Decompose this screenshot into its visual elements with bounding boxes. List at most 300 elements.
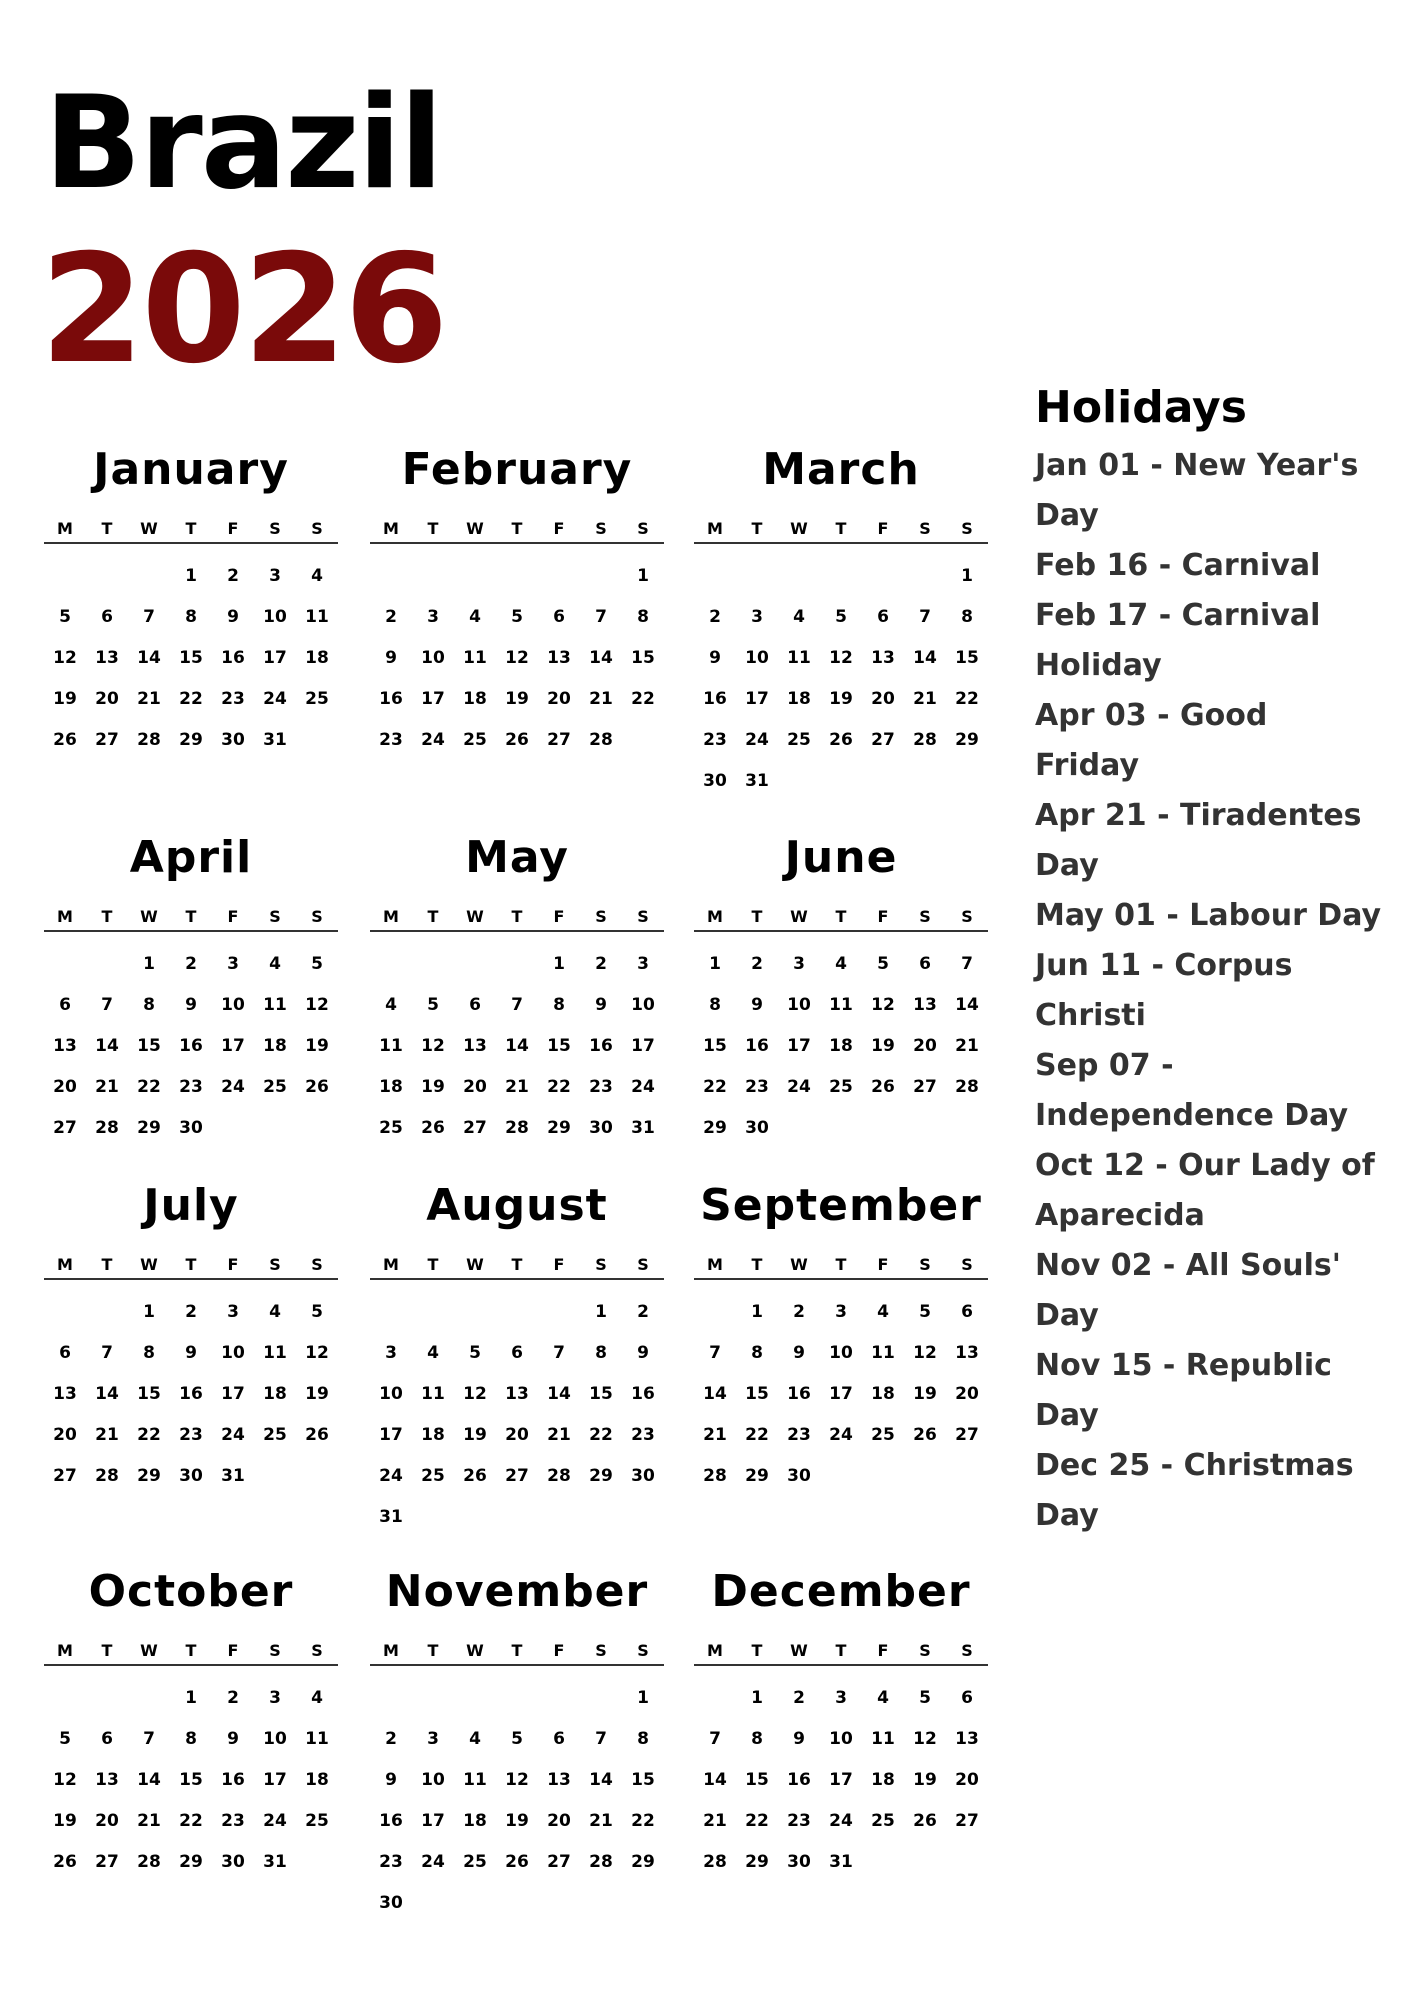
weekday-label: F (553, 1641, 565, 1660)
day-cell: 12 (305, 995, 329, 1015)
day-cell: 17 (829, 1770, 853, 1790)
holiday-item: Dec 25 - Christmas (1035, 1448, 1354, 1483)
day-cell: 17 (745, 689, 769, 709)
holiday-item: May 01 - Labour Day (1035, 898, 1382, 933)
day-cell: 3 (793, 954, 805, 974)
day-cell: 17 (221, 1036, 245, 1056)
day-cell: 25 (871, 1425, 895, 1445)
day-cell: 7 (709, 1343, 721, 1363)
weekday-label: S (269, 907, 281, 926)
weekday-label: M (707, 1641, 723, 1660)
day-cell: 19 (305, 1384, 329, 1404)
day-cell: 27 (871, 730, 895, 750)
day-cell: 7 (961, 954, 973, 974)
day-cell: 13 (547, 1770, 571, 1790)
day-cell: 6 (59, 995, 71, 1015)
day-cell: 26 (505, 1852, 529, 1872)
day-cell: 13 (871, 648, 895, 668)
day-cell: 26 (305, 1425, 329, 1445)
weekday-header (44, 906, 338, 932)
day-cell: 5 (511, 607, 523, 627)
day-cell: 4 (269, 954, 281, 974)
day-cell: 6 (101, 1729, 113, 1749)
day-cell: 6 (59, 1343, 71, 1363)
day-cell: 24 (263, 689, 287, 709)
day-cell: 31 (263, 1852, 287, 1872)
day-cell: 23 (631, 1425, 655, 1445)
day-cell: 5 (919, 1688, 931, 1708)
holiday-item: Day (1035, 498, 1099, 533)
day-cell: 15 (745, 1384, 769, 1404)
day-cell: 26 (53, 730, 77, 750)
weekday-label: T (511, 1255, 523, 1274)
day-cell: 26 (913, 1811, 937, 1831)
day-cell: 28 (913, 730, 937, 750)
day-cell: 14 (955, 995, 979, 1015)
day-cell: 29 (955, 730, 979, 750)
day-cell: 6 (553, 1729, 565, 1749)
weekday-label: W (140, 519, 158, 538)
day-cell: 11 (787, 648, 811, 668)
page-title-country: Brazil (44, 69, 442, 218)
day-cell: 18 (263, 1384, 287, 1404)
day-cell: 17 (631, 1036, 655, 1056)
weekday-label: T (101, 1641, 113, 1660)
day-cell: 26 (913, 1425, 937, 1445)
holiday-item: Day (1035, 1298, 1099, 1333)
weekday-label: S (595, 519, 607, 538)
day-cell: 27 (547, 1852, 571, 1872)
day-cell: 15 (137, 1036, 161, 1056)
holiday-item: Nov 15 - Republic (1035, 1348, 1332, 1383)
day-cell: 23 (179, 1425, 203, 1445)
day-cell: 24 (221, 1077, 245, 1097)
day-cell: 15 (179, 648, 203, 668)
day-cell: 24 (745, 730, 769, 750)
weekday-label: T (751, 519, 763, 538)
day-cell: 7 (143, 1729, 155, 1749)
day-cell: 17 (787, 1036, 811, 1056)
day-cell: 22 (745, 1811, 769, 1831)
weekday-label: S (961, 1255, 973, 1274)
day-cell: 20 (955, 1384, 979, 1404)
weekday-label: S (919, 907, 931, 926)
day-cell: 6 (511, 1343, 523, 1363)
holiday-item: Apr 03 - Good (1035, 698, 1268, 733)
day-cell: 25 (305, 689, 329, 709)
day-cell: 20 (463, 1077, 487, 1097)
day-cell: 2 (793, 1688, 805, 1708)
day-cell: 24 (379, 1466, 403, 1486)
weekday-label: F (553, 1255, 565, 1274)
day-cell: 16 (631, 1384, 655, 1404)
weekday-label: F (877, 1255, 889, 1274)
day-cell: 18 (305, 648, 329, 668)
day-cell: 29 (137, 1466, 161, 1486)
weekday-label: T (427, 1255, 439, 1274)
weekday-label: F (877, 907, 889, 926)
day-cell: 22 (703, 1077, 727, 1097)
day-cell: 16 (589, 1036, 613, 1056)
day-cell: 15 (745, 1770, 769, 1790)
day-cell: 8 (637, 1729, 649, 1749)
day-cell: 14 (703, 1770, 727, 1790)
day-cell: 9 (185, 1343, 197, 1363)
weekday-label: T (185, 1641, 197, 1660)
day-cell: 4 (793, 607, 805, 627)
day-cell: 7 (595, 607, 607, 627)
weekday-label: S (269, 1255, 281, 1274)
weekday-label: M (57, 907, 73, 926)
day-cell: 1 (637, 566, 649, 586)
day-cell: 19 (305, 1036, 329, 1056)
day-cell: 30 (179, 1118, 203, 1138)
weekday-label: W (466, 907, 484, 926)
weekday-label: W (140, 1255, 158, 1274)
weekday-header (44, 1640, 338, 1666)
day-cell: 20 (505, 1425, 529, 1445)
day-cell: 4 (427, 1343, 439, 1363)
day-cell: 28 (589, 1852, 613, 1872)
weekday-label: S (595, 1255, 607, 1274)
day-cell: 6 (961, 1302, 973, 1322)
day-cell: 20 (95, 689, 119, 709)
day-cell: 31 (263, 730, 287, 750)
day-cell: 23 (589, 1077, 613, 1097)
day-cell: 16 (179, 1384, 203, 1404)
day-cell: 15 (589, 1384, 613, 1404)
day-cell: 1 (637, 1688, 649, 1708)
weekday-label: T (511, 907, 523, 926)
day-cell: 18 (829, 1036, 853, 1056)
day-cell: 12 (505, 1770, 529, 1790)
day-cell: 11 (463, 1770, 487, 1790)
day-cell: 1 (751, 1688, 763, 1708)
day-cell: 17 (379, 1425, 403, 1445)
day-cell: 29 (745, 1852, 769, 1872)
day-cell: 3 (427, 1729, 439, 1749)
day-cell: 20 (871, 689, 895, 709)
day-cell: 19 (463, 1425, 487, 1445)
day-cell: 11 (305, 607, 329, 627)
day-cell: 8 (553, 995, 565, 1015)
day-cell: 12 (913, 1729, 937, 1749)
day-cell: 18 (379, 1077, 403, 1097)
day-cell: 16 (221, 648, 245, 668)
day-cell: 22 (179, 689, 203, 709)
day-cell: 11 (463, 648, 487, 668)
weekday-label: M (383, 1255, 399, 1274)
day-cell: 27 (53, 1466, 77, 1486)
day-cell: 23 (787, 1425, 811, 1445)
day-cell: 17 (829, 1384, 853, 1404)
day-cell: 18 (463, 689, 487, 709)
day-cell: 27 (95, 730, 119, 750)
weekday-label: T (427, 519, 439, 538)
day-cell: 6 (469, 995, 481, 1015)
weekday-label: M (383, 519, 399, 538)
weekday-label: T (511, 519, 523, 538)
day-cell: 14 (505, 1036, 529, 1056)
day-cell: 10 (421, 648, 445, 668)
day-cell: 1 (143, 954, 155, 974)
day-cell: 18 (871, 1770, 895, 1790)
day-cell: 3 (835, 1688, 847, 1708)
holiday-item: Friday (1035, 748, 1140, 783)
day-cell: 12 (871, 995, 895, 1015)
weekday-label: M (707, 519, 723, 538)
weekday-label: F (877, 519, 889, 538)
day-cell: 26 (305, 1077, 329, 1097)
day-cell: 5 (59, 1729, 71, 1749)
day-cell: 1 (709, 954, 721, 974)
weekday-label: T (185, 1255, 197, 1274)
day-cell: 10 (263, 607, 287, 627)
day-cell: 5 (311, 1302, 323, 1322)
day-cell: 11 (263, 1343, 287, 1363)
day-cell: 30 (379, 1893, 403, 1913)
day-cell: 13 (53, 1036, 77, 1056)
day-cell: 21 (95, 1425, 119, 1445)
day-cell: 11 (421, 1384, 445, 1404)
day-cell: 23 (221, 1811, 245, 1831)
day-cell: 19 (913, 1384, 937, 1404)
day-cell: 30 (703, 771, 727, 791)
day-cell: 24 (631, 1077, 655, 1097)
day-cell: 21 (703, 1425, 727, 1445)
weekday-label: T (835, 907, 847, 926)
month-name: July (143, 1180, 239, 1231)
weekday-label: T (101, 519, 113, 538)
day-cell: 17 (263, 648, 287, 668)
day-cell: 14 (137, 648, 161, 668)
day-cell: 8 (143, 995, 155, 1015)
month-name: October (88, 1566, 294, 1617)
day-cell: 14 (589, 648, 613, 668)
day-cell: 7 (595, 1729, 607, 1749)
day-cell: 25 (379, 1118, 403, 1138)
day-cell: 21 (137, 689, 161, 709)
day-cell: 18 (305, 1770, 329, 1790)
day-cell: 23 (179, 1077, 203, 1097)
month-name: November (385, 1566, 649, 1617)
day-cell: 15 (955, 648, 979, 668)
day-cell: 18 (787, 689, 811, 709)
day-cell: 4 (269, 1302, 281, 1322)
weekday-label: M (383, 907, 399, 926)
holiday-item: Jan 01 - New Year's (1035, 448, 1359, 483)
day-cell: 28 (95, 1466, 119, 1486)
day-cell: 2 (751, 954, 763, 974)
day-cell: 28 (95, 1118, 119, 1138)
day-cell: 8 (709, 995, 721, 1015)
day-cell: 15 (631, 1770, 655, 1790)
day-cell: 5 (511, 1729, 523, 1749)
weekday-header (694, 1640, 988, 1666)
day-cell: 2 (385, 607, 397, 627)
day-cell: 7 (143, 607, 155, 627)
day-cell: 22 (137, 1425, 161, 1445)
day-cell: 6 (101, 607, 113, 627)
day-cell: 27 (547, 730, 571, 750)
weekday-label: S (637, 1255, 649, 1274)
day-cell: 3 (385, 1343, 397, 1363)
holiday-item: Day (1035, 848, 1099, 883)
day-cell: 31 (745, 771, 769, 791)
weekday-label: S (311, 519, 323, 538)
weekday-label: F (227, 519, 239, 538)
day-cell: 15 (703, 1036, 727, 1056)
page-title-year: 2026 (40, 223, 446, 397)
day-cell: 3 (427, 607, 439, 627)
day-cell: 24 (787, 1077, 811, 1097)
day-cell: 10 (379, 1384, 403, 1404)
day-cell: 7 (511, 995, 523, 1015)
day-cell: 14 (589, 1770, 613, 1790)
day-cell: 15 (137, 1384, 161, 1404)
day-cell: 9 (637, 1343, 649, 1363)
day-cell: 20 (955, 1770, 979, 1790)
day-cell: 6 (961, 1688, 973, 1708)
day-cell: 16 (179, 1036, 203, 1056)
day-cell: 2 (227, 1688, 239, 1708)
day-cell: 8 (185, 1729, 197, 1749)
day-cell: 12 (305, 1343, 329, 1363)
day-cell: 16 (787, 1770, 811, 1790)
day-cell: 22 (547, 1077, 571, 1097)
holiday-item: Aparecida (1035, 1198, 1205, 1233)
day-cell: 19 (829, 689, 853, 709)
day-cell: 27 (913, 1077, 937, 1097)
day-cell: 30 (589, 1118, 613, 1138)
day-cell: 26 (505, 730, 529, 750)
holiday-item: Sep 07 - (1035, 1048, 1174, 1083)
day-cell: 9 (227, 607, 239, 627)
weekday-label: T (427, 1641, 439, 1660)
day-cell: 22 (137, 1077, 161, 1097)
weekday-label: S (637, 519, 649, 538)
day-cell: 12 (829, 648, 853, 668)
weekday-label: W (466, 519, 484, 538)
month-name: August (426, 1180, 608, 1231)
day-cell: 14 (913, 648, 937, 668)
day-cell: 7 (709, 1729, 721, 1749)
day-cell: 16 (787, 1384, 811, 1404)
day-cell: 17 (421, 1811, 445, 1831)
day-cell: 4 (311, 566, 323, 586)
day-cell: 27 (53, 1118, 77, 1138)
weekday-label: M (57, 1641, 73, 1660)
holiday-item: Feb 17 - Carnival (1035, 598, 1321, 633)
weekday-header (694, 518, 988, 544)
weekday-label: F (553, 519, 565, 538)
day-cell: 25 (829, 1077, 853, 1097)
day-cell: 21 (95, 1077, 119, 1097)
day-cell: 26 (871, 1077, 895, 1097)
weekday-header (44, 1254, 338, 1280)
day-cell: 7 (553, 1343, 565, 1363)
weekday-label: M (707, 907, 723, 926)
day-cell: 9 (227, 1729, 239, 1749)
day-cell: 11 (829, 995, 853, 1015)
day-cell: 10 (421, 1770, 445, 1790)
day-cell: 14 (703, 1384, 727, 1404)
day-cell: 15 (631, 648, 655, 668)
day-cell: 28 (505, 1118, 529, 1138)
day-cell: 1 (143, 1302, 155, 1322)
weekday-label: T (101, 907, 113, 926)
day-cell: 4 (877, 1688, 889, 1708)
weekday-label: M (57, 1255, 73, 1274)
day-cell: 28 (703, 1466, 727, 1486)
weekday-label: T (427, 907, 439, 926)
day-cell: 3 (269, 566, 281, 586)
day-cell: 3 (637, 954, 649, 974)
day-cell: 10 (631, 995, 655, 1015)
day-cell: 5 (919, 1302, 931, 1322)
weekday-label: T (185, 519, 197, 538)
day-cell: 26 (463, 1466, 487, 1486)
day-cell: 13 (955, 1343, 979, 1363)
day-cell: 29 (547, 1118, 571, 1138)
holiday-item: Day (1035, 1398, 1099, 1433)
weekday-label: F (227, 907, 239, 926)
holiday-item: Christi (1035, 998, 1146, 1033)
day-cell: 29 (745, 1466, 769, 1486)
day-cell: 12 (421, 1036, 445, 1056)
day-cell: 30 (631, 1466, 655, 1486)
day-cell: 13 (547, 648, 571, 668)
day-cell: 1 (185, 566, 197, 586)
day-cell: 17 (421, 689, 445, 709)
weekday-label: W (790, 1255, 808, 1274)
day-cell: 19 (871, 1036, 895, 1056)
day-cell: 1 (961, 566, 973, 586)
day-cell: 13 (95, 1770, 119, 1790)
day-cell: 10 (829, 1343, 853, 1363)
day-cell: 24 (829, 1425, 853, 1445)
day-cell: 1 (751, 1302, 763, 1322)
day-cell: 31 (631, 1118, 655, 1138)
day-cell: 24 (263, 1811, 287, 1831)
day-cell: 21 (913, 689, 937, 709)
day-cell: 20 (913, 1036, 937, 1056)
day-cell: 27 (463, 1118, 487, 1138)
day-cell: 10 (221, 995, 245, 1015)
day-cell: 28 (137, 730, 161, 750)
day-cell: 8 (637, 607, 649, 627)
day-cell: 29 (589, 1466, 613, 1486)
day-cell: 7 (101, 995, 113, 1015)
day-cell: 25 (463, 730, 487, 750)
day-cell: 3 (227, 954, 239, 974)
weekday-label: M (383, 1641, 399, 1660)
holiday-item: Feb 16 - Carnival (1035, 548, 1321, 583)
day-cell: 25 (263, 1077, 287, 1097)
day-cell: 23 (703, 730, 727, 750)
day-cell: 10 (745, 648, 769, 668)
day-cell: 24 (221, 1425, 245, 1445)
weekday-label: T (751, 1641, 763, 1660)
day-cell: 1 (595, 1302, 607, 1322)
day-cell: 30 (221, 1852, 245, 1872)
day-cell: 26 (421, 1118, 445, 1138)
day-cell: 25 (787, 730, 811, 750)
day-cell: 28 (137, 1852, 161, 1872)
day-cell: 3 (269, 1688, 281, 1708)
day-cell: 27 (95, 1852, 119, 1872)
day-cell: 12 (505, 648, 529, 668)
